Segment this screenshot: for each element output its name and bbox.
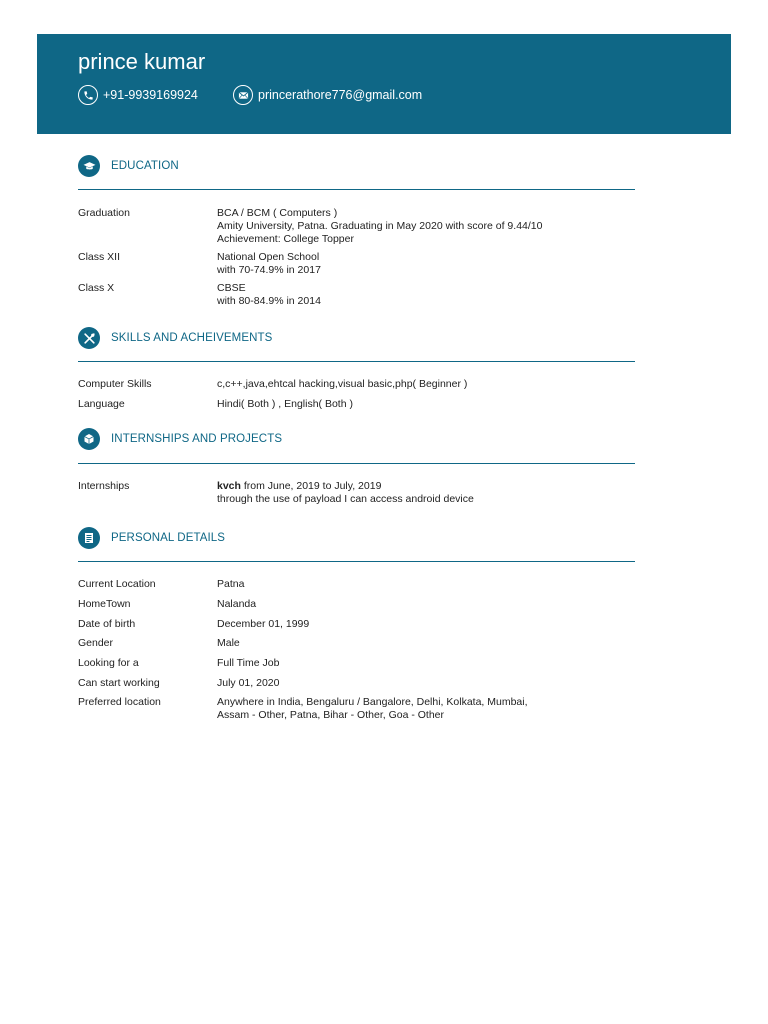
tools-icon [78,327,100,349]
row-value [217,480,637,506]
value-line: National Open School [217,251,320,263]
value-line: with 70-74.9% in 2017 [217,264,321,276]
row-value [217,251,637,277]
internship-period: from June, 2019 to July, 2019 [240,480,382,492]
row-value [217,578,637,591]
row-label: Class XII [78,251,121,263]
row-label: Date of birth [78,618,136,630]
row-value [217,657,637,670]
document-list-icon [78,527,100,549]
row-value [217,378,637,391]
internship-company: kvch [217,480,241,492]
row-label: Current Location [78,578,156,590]
row-label: Class X [78,282,115,294]
value-line: December 01, 1999 [217,618,310,630]
row-value [217,398,637,411]
row-label: HomeTown [78,598,131,610]
value-line: BCA / BCM ( Computers ) [217,207,338,219]
internships-divider [78,463,635,464]
internships-title: INTERNSHIPS AND PROJECTS [111,433,283,445]
value-line: July 01, 2020 [217,677,280,689]
value-line: Anywhere in India, Bengaluru / Bangalore, Delhi, Kolkata, Mumbai, [217,696,528,708]
value-line: Amity University, Patna. Graduating in May 2020 with score of 9.44/10 [217,220,543,232]
row-label: Preferred location [78,696,161,708]
row-label: Internships [78,480,130,492]
row-value [217,618,637,631]
value-line [217,480,637,493]
phone-contact [78,83,198,107]
email-contact [233,83,422,107]
value-line: Full Time Job [217,657,280,669]
value-line: Assam - Other, Patna, Bihar - Other, Goa - Other [217,709,445,721]
email-address: princerathore776@gmail.com [258,88,423,102]
phone-icon [78,85,98,105]
skills-title: SKILLS AND ACHEIVEMENTS [111,332,273,344]
row-label: Graduation [78,207,130,219]
value-line: with 80-84.9% in 2014 [217,295,321,307]
personal-title: PERSONAL DETAILS [111,532,226,544]
value-line: Nalanda [217,598,257,610]
value-line: Male [217,637,240,649]
row-label: Looking for a [78,657,139,669]
envelope-icon [233,85,253,105]
row-label: Computer Skills [78,378,152,390]
row-value [217,282,637,308]
value-line: CBSE [217,282,246,294]
resume-header [37,34,731,134]
value-line: Patna [217,578,245,590]
row-label: Can start working [78,677,160,689]
education-divider [78,189,635,190]
row-value [217,637,637,650]
row-label: Gender [78,637,114,649]
row-value [217,207,637,246]
skills-divider [78,361,635,362]
internships-section-header [78,428,282,450]
candidate-name: prince kumar [78,49,206,74]
personal-divider [78,561,635,562]
value-line: c,c++,java,ehtcal hacking,visual basic,php( Beginner ) [217,378,468,390]
cube-icon [78,428,100,450]
value-line: Hindi( Both ) , English( Both ) [217,398,353,410]
internship-description: through the use of payload I can access android device [217,493,474,505]
row-value [217,677,637,690]
phone-number: +91-9939169924 [103,88,198,102]
personal-section-header [78,527,225,549]
row-value [217,696,637,722]
graduation-cap-icon [78,155,100,177]
value-line: Achievement: College Topper [217,233,354,245]
skills-section-header [78,327,272,349]
row-value [217,598,637,611]
education-title: EDUCATION [111,160,179,172]
education-section-header [78,155,179,177]
row-label: Language [78,398,125,410]
